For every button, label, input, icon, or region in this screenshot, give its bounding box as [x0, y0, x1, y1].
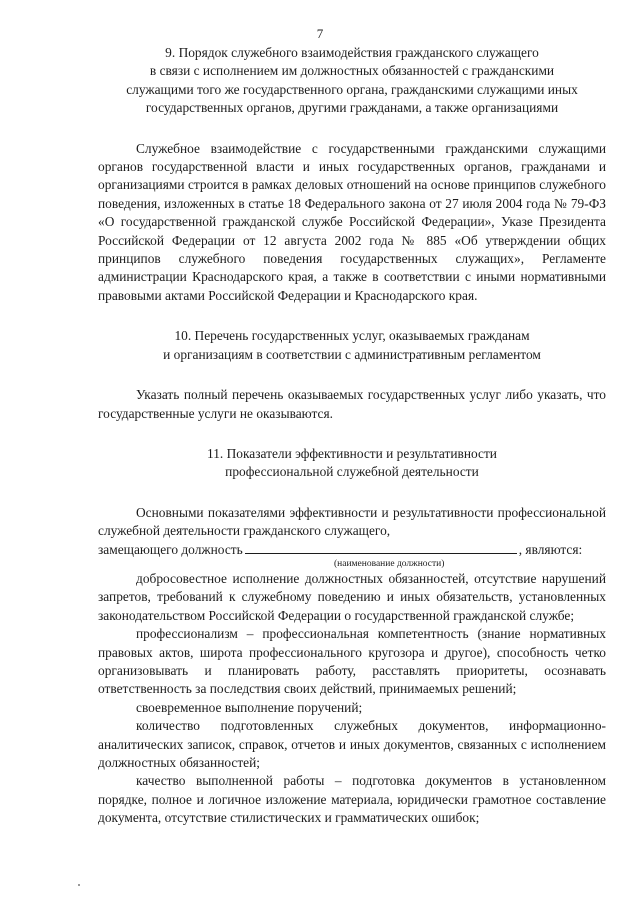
- position-caption: (наименование должности): [334, 558, 445, 569]
- indicator-item: профессионализм – профессиональная компетентность (знание нормативных правовых актов, широта профессионального кругозора и другое), способность четко организовывать и планировать работу, расставлять приоритеты, осознавать ответственность за последствия своих действий, принимаемых решений;: [98, 626, 606, 697]
- indicator-item: количество подготовленных служебных документов, информационно-аналитических записок, справок, отчетов и иных документов, связанных с исполнением должностных обязанностей;: [98, 718, 606, 770]
- section-10-heading: [98, 327, 606, 364]
- page-content: [98, 44, 606, 828]
- fill-prefix: замещающего должность: [98, 541, 243, 557]
- fill-suffix: , являются:: [518, 541, 583, 557]
- section-9-heading-line: 9. Порядок служебного взаимодействия гражданского служащего: [165, 45, 539, 60]
- section-11-heading: [98, 445, 606, 482]
- section-10-paragraph: Указать полный перечень оказываемых государственных услуг либо указать, что государственные услуги не оказываются.: [98, 387, 606, 421]
- section-9-heading-line: служащими того же государственного органа, гражданскими служащими иных: [126, 81, 578, 97]
- scan-speck: [78, 884, 80, 886]
- indicator-item: добросовестное исполнение должностных обязанностей, отсутствие нарушений запретов, требований к служебному поведению и иных обязательств, установленных законодательством Российской Федерации о государственной гражданской службе;: [98, 570, 606, 623]
- section-10-heading-line: 10. Перечень государственных услуг, оказываемых гражданам: [174, 328, 530, 344]
- section-9-heading: [98, 44, 606, 118]
- section-11-heading-line: профессиональной служебной деятельности: [225, 464, 479, 480]
- section-9-heading-line: в связи с исполнением им должностных обязанностей с гражданскими: [149, 63, 555, 79]
- section-9-paragraph: Служебное взаимодействие с государственными гражданскими служащими органов государственной власти и иных государственных органов, гражданами и организациями строится в рамках деловых отношений на основе принципов служебного поведения, изложенных в статье 18 Федерального закона от 27 июля 2004 года № 79-ФЗ «О государственной гражданской службе Российской Федерации», Указе Президента Российской Федерации от 12 августа 2002 года № 885 «Об утверждении общих принципов служебного поведения государственных служащих», Регламенте администрации Краснодарского края, а также в соответствии с иными нормативными правовыми актами Российской Федерации и Краснодарского края.: [98, 140, 606, 303]
- indicator-item: своевременное выполнение поручений;: [136, 699, 363, 715]
- section-11-heading-line: 11. Показатели эффективности и результативности: [207, 445, 497, 461]
- position-blank-line: [245, 541, 517, 554]
- section-10-heading-line: и организациям в соответствии с административным регламентом: [163, 346, 541, 362]
- section-9-heading-line: государственных органов, другими гражданами, а также организациями: [145, 100, 559, 116]
- indicator-item: качество выполненной работы – подготовка документов в установленном порядке, полное и логичное изложение материала, юридически грамотное составление документа, отсутствие стилистических и грамматических ошибок;: [98, 773, 606, 826]
- section-11-intro: Основными показателями эффективности и результативности профессиональной служебной деятельности гражданского служащего,: [98, 504, 606, 539]
- position-fill-row: [98, 541, 606, 559]
- page-number: 7: [316, 26, 324, 41]
